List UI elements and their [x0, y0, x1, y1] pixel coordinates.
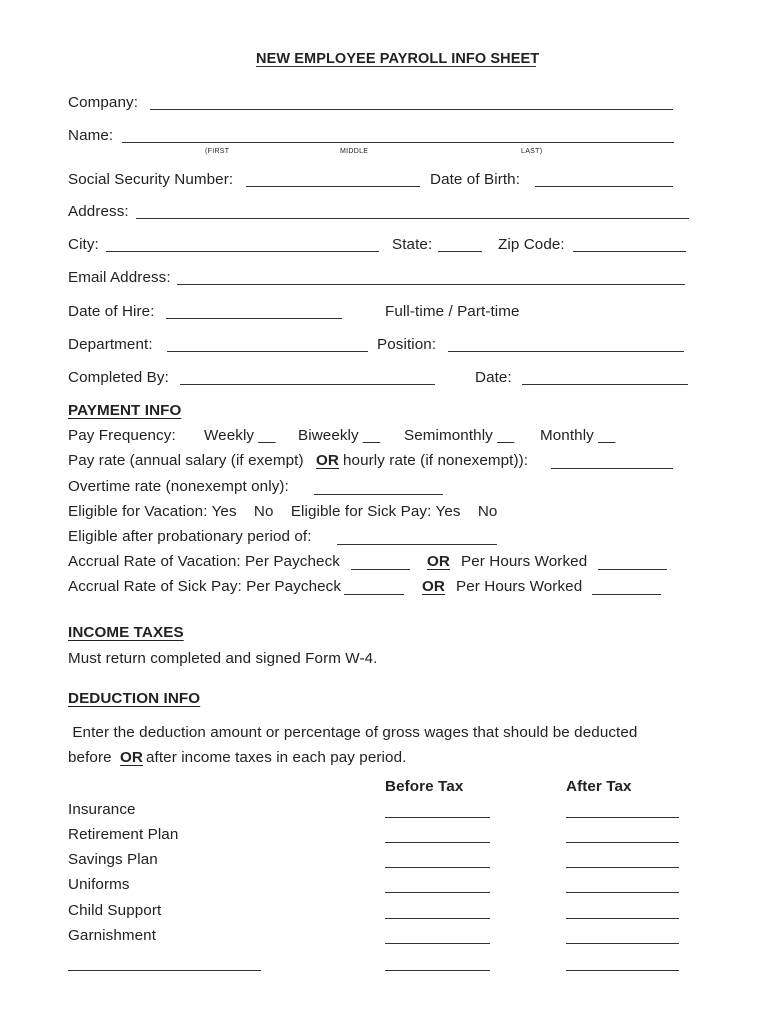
department-field[interactable]: [167, 351, 368, 352]
email-field[interactable]: [177, 284, 685, 285]
deduction-item-insurance: Insurance: [68, 801, 136, 818]
pay-rate-field[interactable]: [551, 468, 673, 469]
accrual-vacation-hours-label: Per Hours Worked: [461, 553, 588, 570]
pay-frequency-label: Pay Frequency:: [68, 427, 176, 444]
after-tax-header: After Tax: [566, 778, 632, 795]
state-field[interactable]: [438, 251, 482, 252]
deduction-intro-or: OR: [120, 749, 143, 766]
pay-frequency-weekly[interactable]: Weekly __: [204, 427, 276, 444]
retirement-before-tax-field[interactable]: [385, 842, 490, 843]
ssn-label: Social Security Number:: [68, 171, 234, 188]
deduction-intro-before: before: [68, 749, 112, 766]
company-label: Company:: [68, 94, 139, 111]
insurance-before-tax-field[interactable]: [385, 817, 490, 818]
uniforms-before-tax-field[interactable]: [385, 892, 490, 893]
accrual-sick-hours-field[interactable]: [592, 594, 661, 595]
title-underline: [256, 66, 536, 67]
pay-frequency-biweekly[interactable]: Biweekly __: [298, 427, 381, 444]
overtime-field[interactable]: [314, 494, 443, 495]
accrual-sick-hours-label: Per Hours Worked: [456, 578, 583, 595]
deduction-info-heading: DEDUCTION INFO: [68, 690, 201, 707]
pay-frequency-monthly[interactable]: Monthly __: [540, 427, 616, 444]
employment-type-option[interactable]: Full-time / Part-time: [385, 303, 520, 320]
zip-label: Zip Code:: [498, 236, 565, 253]
accrual-sick-label: Accrual Rate of Sick Pay: Per Paycheck: [68, 578, 342, 595]
pay-rate-label-b: hourly rate (if nonexempt)):: [343, 452, 529, 469]
before-tax-header: Before Tax: [385, 778, 464, 795]
deduction-item-garnishment: Garnishment: [68, 927, 157, 944]
other-after-tax-field[interactable]: [566, 970, 679, 971]
deduction-intro-line-1: Enter the deduction amount or percentage of gross wages that should be deducted: [68, 724, 638, 741]
name-field[interactable]: [122, 142, 674, 143]
savings-before-tax-field[interactable]: [385, 867, 490, 868]
accrual-sick-or: OR: [422, 578, 445, 595]
savings-after-tax-field[interactable]: [566, 867, 679, 868]
date-of-hire-label: Date of Hire:: [68, 303, 155, 320]
garnishment-before-tax-field[interactable]: [385, 943, 490, 944]
department-label: Department:: [68, 336, 153, 353]
income-taxes-heading: INCOME TAXES: [68, 624, 184, 641]
company-field[interactable]: [150, 109, 673, 110]
other-before-tax-field[interactable]: [385, 970, 490, 971]
date-field[interactable]: [522, 384, 688, 385]
accrual-vacation-or: OR: [427, 553, 450, 570]
date-label: Date:: [475, 369, 512, 386]
other-deduction-name-field[interactable]: [68, 970, 261, 971]
name-last-caption: LAST): [521, 148, 543, 155]
overtime-label: Overtime rate (nonexempt only):: [68, 478, 289, 495]
address-field[interactable]: [136, 218, 689, 219]
probation-field[interactable]: [337, 544, 497, 545]
completed-by-label: Completed By:: [68, 369, 169, 386]
zip-field[interactable]: [573, 251, 686, 252]
city-label: City:: [68, 236, 99, 253]
completed-by-field[interactable]: [180, 384, 435, 385]
name-middle-caption: MIDDLE: [340, 148, 369, 155]
pay-rate-or: OR: [316, 452, 339, 469]
accrual-sick-paycheck-field[interactable]: [344, 594, 404, 595]
accrual-vacation-hours-field[interactable]: [598, 569, 667, 570]
accrual-vacation-paycheck-field[interactable]: [351, 569, 410, 570]
payment-info-heading: PAYMENT INFO: [68, 402, 182, 419]
state-label: State:: [392, 236, 433, 253]
address-label: Address:: [68, 203, 129, 220]
probation-label: Eligible after probationary period of:: [68, 528, 312, 545]
ssn-field[interactable]: [246, 186, 420, 187]
income-taxes-text: Must return completed and signed Form W-4.: [68, 650, 378, 667]
pay-frequency-semimonthly[interactable]: Semimonthly __: [404, 427, 515, 444]
retirement-after-tax-field[interactable]: [566, 842, 679, 843]
deduction-item-child-support: Child Support: [68, 902, 162, 919]
deduction-item-uniforms: Uniforms: [68, 876, 130, 893]
name-label: Name:: [68, 127, 114, 144]
dob-label: Date of Birth:: [430, 171, 521, 188]
deduction-item-retirement-plan: Retirement Plan: [68, 826, 179, 843]
accrual-vacation-label: Accrual Rate of Vacation: Per Paycheck: [68, 553, 340, 570]
position-label: Position:: [377, 336, 437, 353]
city-field[interactable]: [106, 251, 379, 252]
page-title: NEW EMPLOYEE PAYROLL INFO SHEET: [256, 51, 540, 67]
insurance-after-tax-field[interactable]: [566, 817, 679, 818]
garnishment-after-tax-field[interactable]: [566, 943, 679, 944]
child-support-before-tax-field[interactable]: [385, 918, 490, 919]
vacation-sick-eligibility[interactable]: Eligible for Vacation: Yes No Eligible for Sick Pay: Yes No: [68, 503, 498, 520]
name-first-caption: (FIRST: [205, 148, 230, 155]
pay-rate-label-a: Pay rate (annual salary (if exempt): [68, 452, 304, 469]
date-of-hire-field[interactable]: [166, 318, 342, 319]
uniforms-after-tax-field[interactable]: [566, 892, 679, 893]
email-label: Email Address:: [68, 269, 171, 286]
deduction-item-savings-plan: Savings Plan: [68, 851, 158, 868]
child-support-after-tax-field[interactable]: [566, 918, 679, 919]
deduction-intro-after: after income taxes in each pay period.: [146, 749, 407, 766]
dob-field[interactable]: [535, 186, 673, 187]
position-field[interactable]: [448, 351, 684, 352]
